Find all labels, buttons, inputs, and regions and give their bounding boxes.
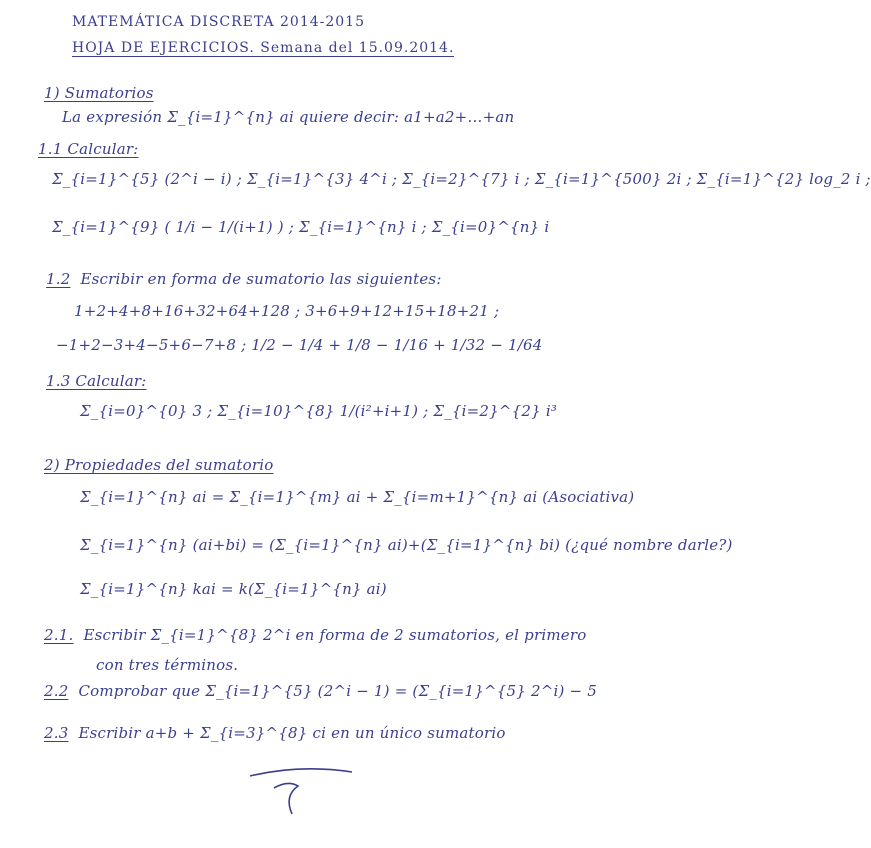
exercise-2-2: 2.2 Comprobar que Σ_{i=1}^{5} (2^i − 1) = (Σ_{i=1}^{5} 2^i) − 5	[44, 682, 597, 700]
exercise-2-3: 2.3 Escribir a+b + Σ_{i=3}^{8} ci en un único sumatorio	[44, 724, 506, 742]
exercise-1-1: 1.1 Calcular:	[38, 140, 139, 158]
header-title: MATEMÁTICA DISCRETA 2014-2015	[72, 14, 365, 30]
section-1-label: 1) Sumatorios	[44, 84, 154, 102]
line-1-definition: La expresión Σ_{i=1}^{n} ai quiere decir: a1+a2+…+an	[62, 108, 515, 126]
exercise-2-1: 2.1. Escribir Σ_{i=1}^{8} 2^i en forma de 2 sumatorios, el primero	[44, 626, 587, 644]
property-associative: Σ_{i=1}^{n} ai = Σ_{i=1}^{m} ai + Σ_{i=m+1}^{n} ai (Asociativa)	[80, 488, 635, 506]
exercise-1-2: 1.2 Escribir en forma de sumatorio las siguientes:	[46, 270, 442, 288]
exercise-1-1-row1: Σ_{i=1}^{5} (2^i − i) ; Σ_{i=1}^{3} 4^i ; Σ_{i=2}^{7} i ; Σ_{i=1}^{500} 2i ; Σ_{i=1}^{2} log_2 i ;	[52, 170, 871, 188]
exercise-1-1-row2: Σ_{i=1}^{9} ( 1/i − 1/(i+1) ) ; Σ_{i=1}^{n} i ; Σ_{i=0}^{n} i	[52, 218, 550, 236]
section-2: 2) Propiedades del sumatorio	[44, 456, 274, 474]
property-sum: Σ_{i=1}^{n} (ai+bi) = (Σ_{i=1}^{n} ai)+(Σ_{i=1}^{n} bi) (¿qué nombre darle?)	[80, 536, 733, 554]
section-1	[44, 84, 154, 102]
property-constant: Σ_{i=1}^{n} kai = k(Σ_{i=1}^{n} ai)	[80, 580, 387, 598]
exercise-1-2-row2: −1+2−3+4−5+6−7+8 ; 1/2 − 1/4 + 1/8 − 1/16 + 1/32 − 1/64	[56, 336, 543, 354]
exercise-1-3: 1.3 Calcular:	[46, 372, 147, 390]
exercise-2-1-cont: con tres términos.	[96, 656, 239, 674]
exercise-1-3-row: Σ_{i=0}^{0} 3 ; Σ_{i=10}^{8} 1/(i²+i+1) ; Σ_{i=2}^{2} i³	[80, 402, 558, 420]
header-subtitle: HOJA DE EJERCICIOS. Semana del 15.09.2014.	[72, 40, 455, 56]
signature-flourish-icon	[240, 762, 360, 822]
exercise-1-2-row1: 1+2+4+8+16+32+64+128 ; 3+6+9+12+15+18+21 ;	[74, 302, 500, 320]
